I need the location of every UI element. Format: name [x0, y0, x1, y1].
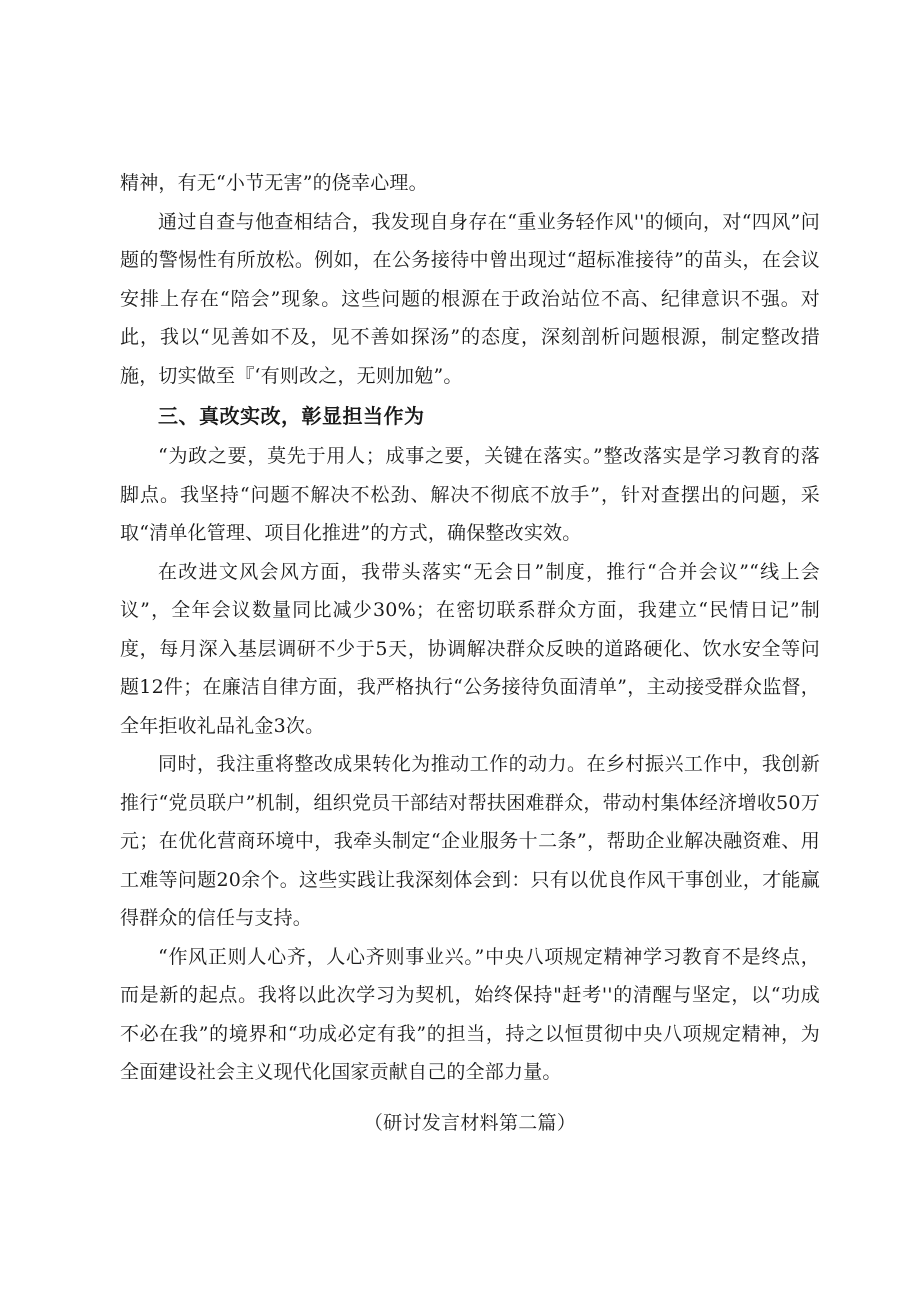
paragraph-continuation: 精神，有无“小节无害”的侥幸心理。	[120, 172, 428, 194]
paragraph-self-inspection: 通过自查与他查相结合，我发现自身存在“重业务轻作风''的倾向，对“四风”问题的警惕性有所放松。例如，在公务接待中曾出现过“超标准接待”的苗头，在会议安排上存在“陪会”现象。这些问题的根源在于政治站位不高、纪律意识不强。对此，我以“见善如不及，见不善如探汤”的态度，深刻剖析问题根源，制定整改措施，切实做至『‘有则改之，无则加勉”。	[120, 210, 820, 387]
section-heading: 三、真改实改，彰显担当作为	[158, 404, 425, 428]
document-body	[120, 164, 820, 1142]
paragraph-style-improvement: 在改进文风会风方面，我带头落实“无会日”制度，推行“合并会议”“线上会议”，全年会议数量同比减少30%；在密切联系群众方面，我建立“民情日记”制度，每月深入基层调研不少于5天，协调解决群众反映的道路硬化、饮水安全等问题12件；在廉洁自律方面，我严格执行“公务接待负面清单”，主动接受群众监督，全年拒收礼品礼金3次。	[120, 560, 820, 737]
paragraph-conclusion: “作风正则人心齐，人心齐则事业兴。”中央八项规定精神学习教育不是终点，而是新的起点。我将以此次学习为契机，始终保持"赶考''的清醒与坚定，以“功成不必在我”的境界和“功成必定有我”的担当，持之以恒贯彻中央八项规定精神，为全面建设社会主义现代化国家贡献自己的全部力量。	[120, 945, 820, 1083]
paragraph-results: 同时，我注重将整改成果转化为推动工作的动力。在乡村振兴工作中，我创新推行“党员联户”机制，组织党员干部结对帮扶困难群众，带动村集体经济增收50万元；在优化营商环境中，我牵头制定“企业服务十二条”，帮助企业解决融资难、用工难等问题20余个。这些实践让我深刻体会到：只有以优良作风干事创业，才能赢得群众的信任与支持。	[120, 753, 820, 929]
paragraph-implementation: “为政之要，莫先于用人；成事之要，关键在落实。”整改落实是学习教育的落脚点。我坚持“问题不解决不松劲、解决不彻底不放手”，针对查摆出的问题，采取“清单化管理、项目化推进”的方式，确保整改实效。	[120, 445, 820, 544]
closing-title: （研讨发言材料第二篇）	[363, 1111, 577, 1134]
